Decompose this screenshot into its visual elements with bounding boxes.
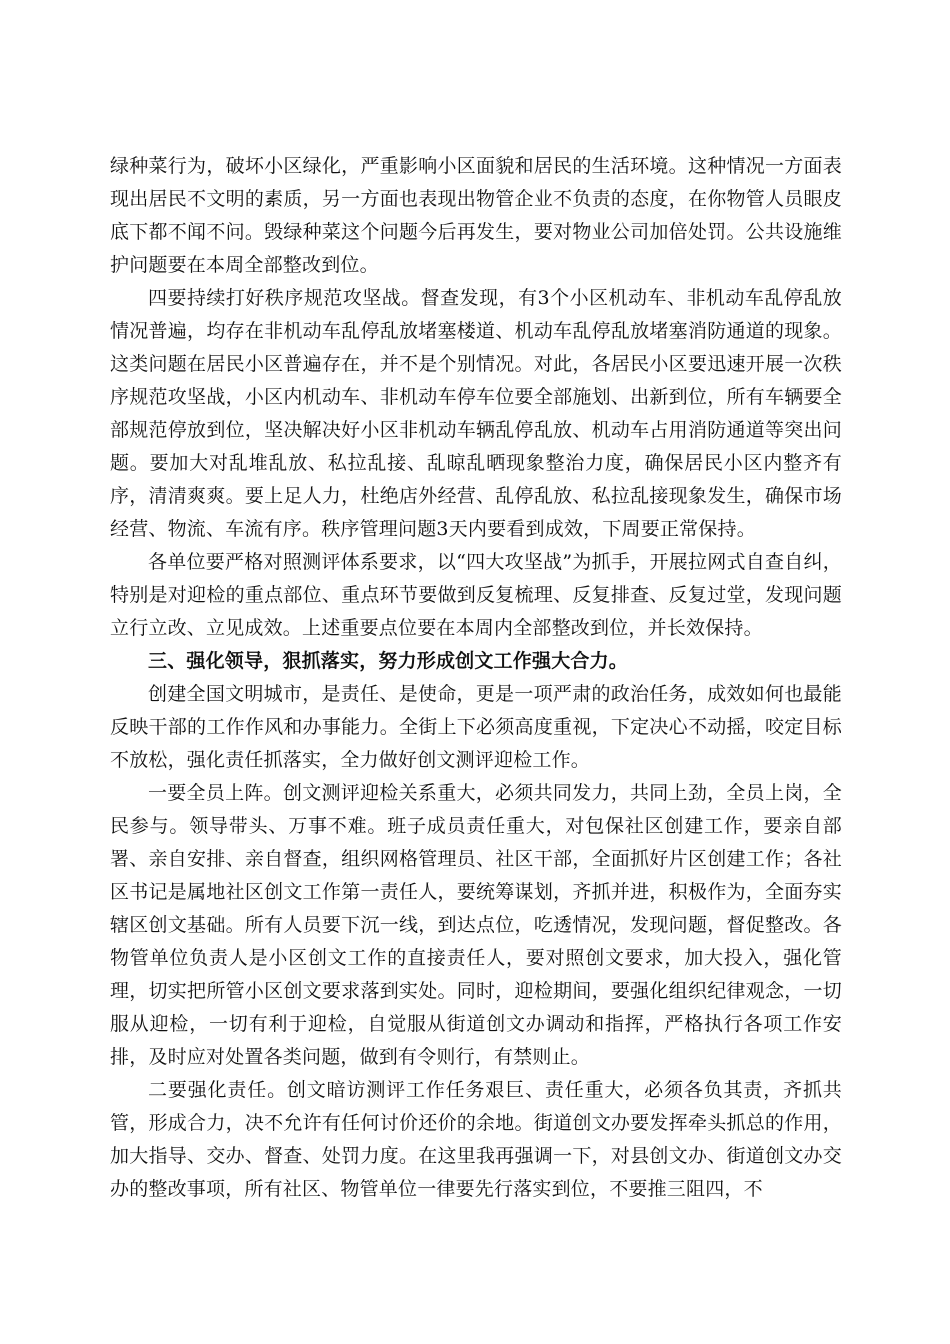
paragraph-strengthen-responsibility: 二要强化责任。创文暗访测评工作任务艰巨、责任重大，必须各负其责，齐抓共管，形成合力，决不允许有任何讨价还价的余地。街道创文办要发挥牵头抓总的作用，加大指导、交办、督查、处罚力度。在这里我再强调一下，对县创文办、街道创文办交办的整改事项，所有社区、物管单位一律要先行落实到位，不要推三阻四，不	[110, 1079, 842, 1200]
paragraph-continuation: 绿种菜行为，破坏小区绿化，严重影响小区面貌和居民的生活环境。这种情况一方面表现出居民不文明的素质，另一方面也表现出物管企业不负责的态度，在你物管人员眼皮底下都不闻不问。毁绿种菜这个问题今后再发生，要对物业公司加倍处罚。公共设施维护问题要在本周全部整改到位。	[110, 155, 842, 276]
paragraph-all-staff: 一要全员上阵。创文测评迎检关系重大，必须共同发力，共同上劲，全员上岗，全民参与。领导带头、万事不难。班子成员责任重大，对包保社区创建工作，要亲自部署、亲自安排、亲自督查，组织网格管理员、社区干部，全面抓好片区创建工作；各社区书记是属地社区创文工作第一责任人，要统筹谋划，齐抓并进，积极作为，全面夯实辖区创文基础。所有人员要下沉一线，到达点位，吃透情况，发现问题，督促整改。各物管单位负责人是小区创文工作的直接责任人，要对照创文要求，加大投入，强化管理，切实把所管小区创文要求落到实处。同时，迎检期间，要强化组织纪律观念，一切服从迎检，一切有利于迎检，自觉服从街道创文办调动和指挥，严格执行各项工作安排，及时应对处置各类问题，做到有令则行，有禁则止。	[110, 782, 842, 1068]
document-page	[110, 150, 842, 1206]
paragraph-civilized-city: 创建全国文明城市，是责任、是使命，更是一项严肃的政治任务，成效如何也最能反映干部的工作作风和办事能力。全街上下必须高度重视，下定决心不动摇，咬定目标不放松，强化责任抓落实，全力做好创文测评迎检工作。	[110, 683, 842, 771]
paragraph-order-regulation: 四要持续打好秩序规范攻坚战。督查发现，有3个小区机动车、非机动车乱停乱放情况普遍，均存在非机动车乱停乱放堵塞楼道、机动车乱停乱放堵塞消防通道的现象。这类问题在居民小区普遍存在，并不是个别情况。对此，各居民小区要迅速开展一次秩序规范攻坚战，小区内机动车、非机动车停车位要全部施划、出新到位，所有车辆要全部规范停放到位，坚决解决好小区非机动车辆乱停乱放、机动车占用消防通道等突出问题。要加大对乱堆乱放、私拉乱接、乱晾乱晒现象整治力度，确保居民小区内整齐有序，清清爽爽。要上足人力，杜绝店外经营、乱停乱放、私拉乱接现象发生，确保市场经营、物流、车流有序。秩序管理问题3天内要看到成效，下周要正常保持。	[110, 287, 842, 540]
section-heading-three: 三、强化领导，狠抓落实，努力形成创文工作强大合力。	[148, 650, 629, 672]
paragraph-self-inspection: 各单位要严格对照测评体系要求，以“四大攻坚战”为抓手，开展拉网式自查自纠，特别是对迎检的重点部位、重点环节要做到反复梳理、反复排查、反复过堂，发现问题立行立改、立见成效。上述重要点位要在本周内全部整改到位，并长效保持。	[110, 551, 842, 639]
